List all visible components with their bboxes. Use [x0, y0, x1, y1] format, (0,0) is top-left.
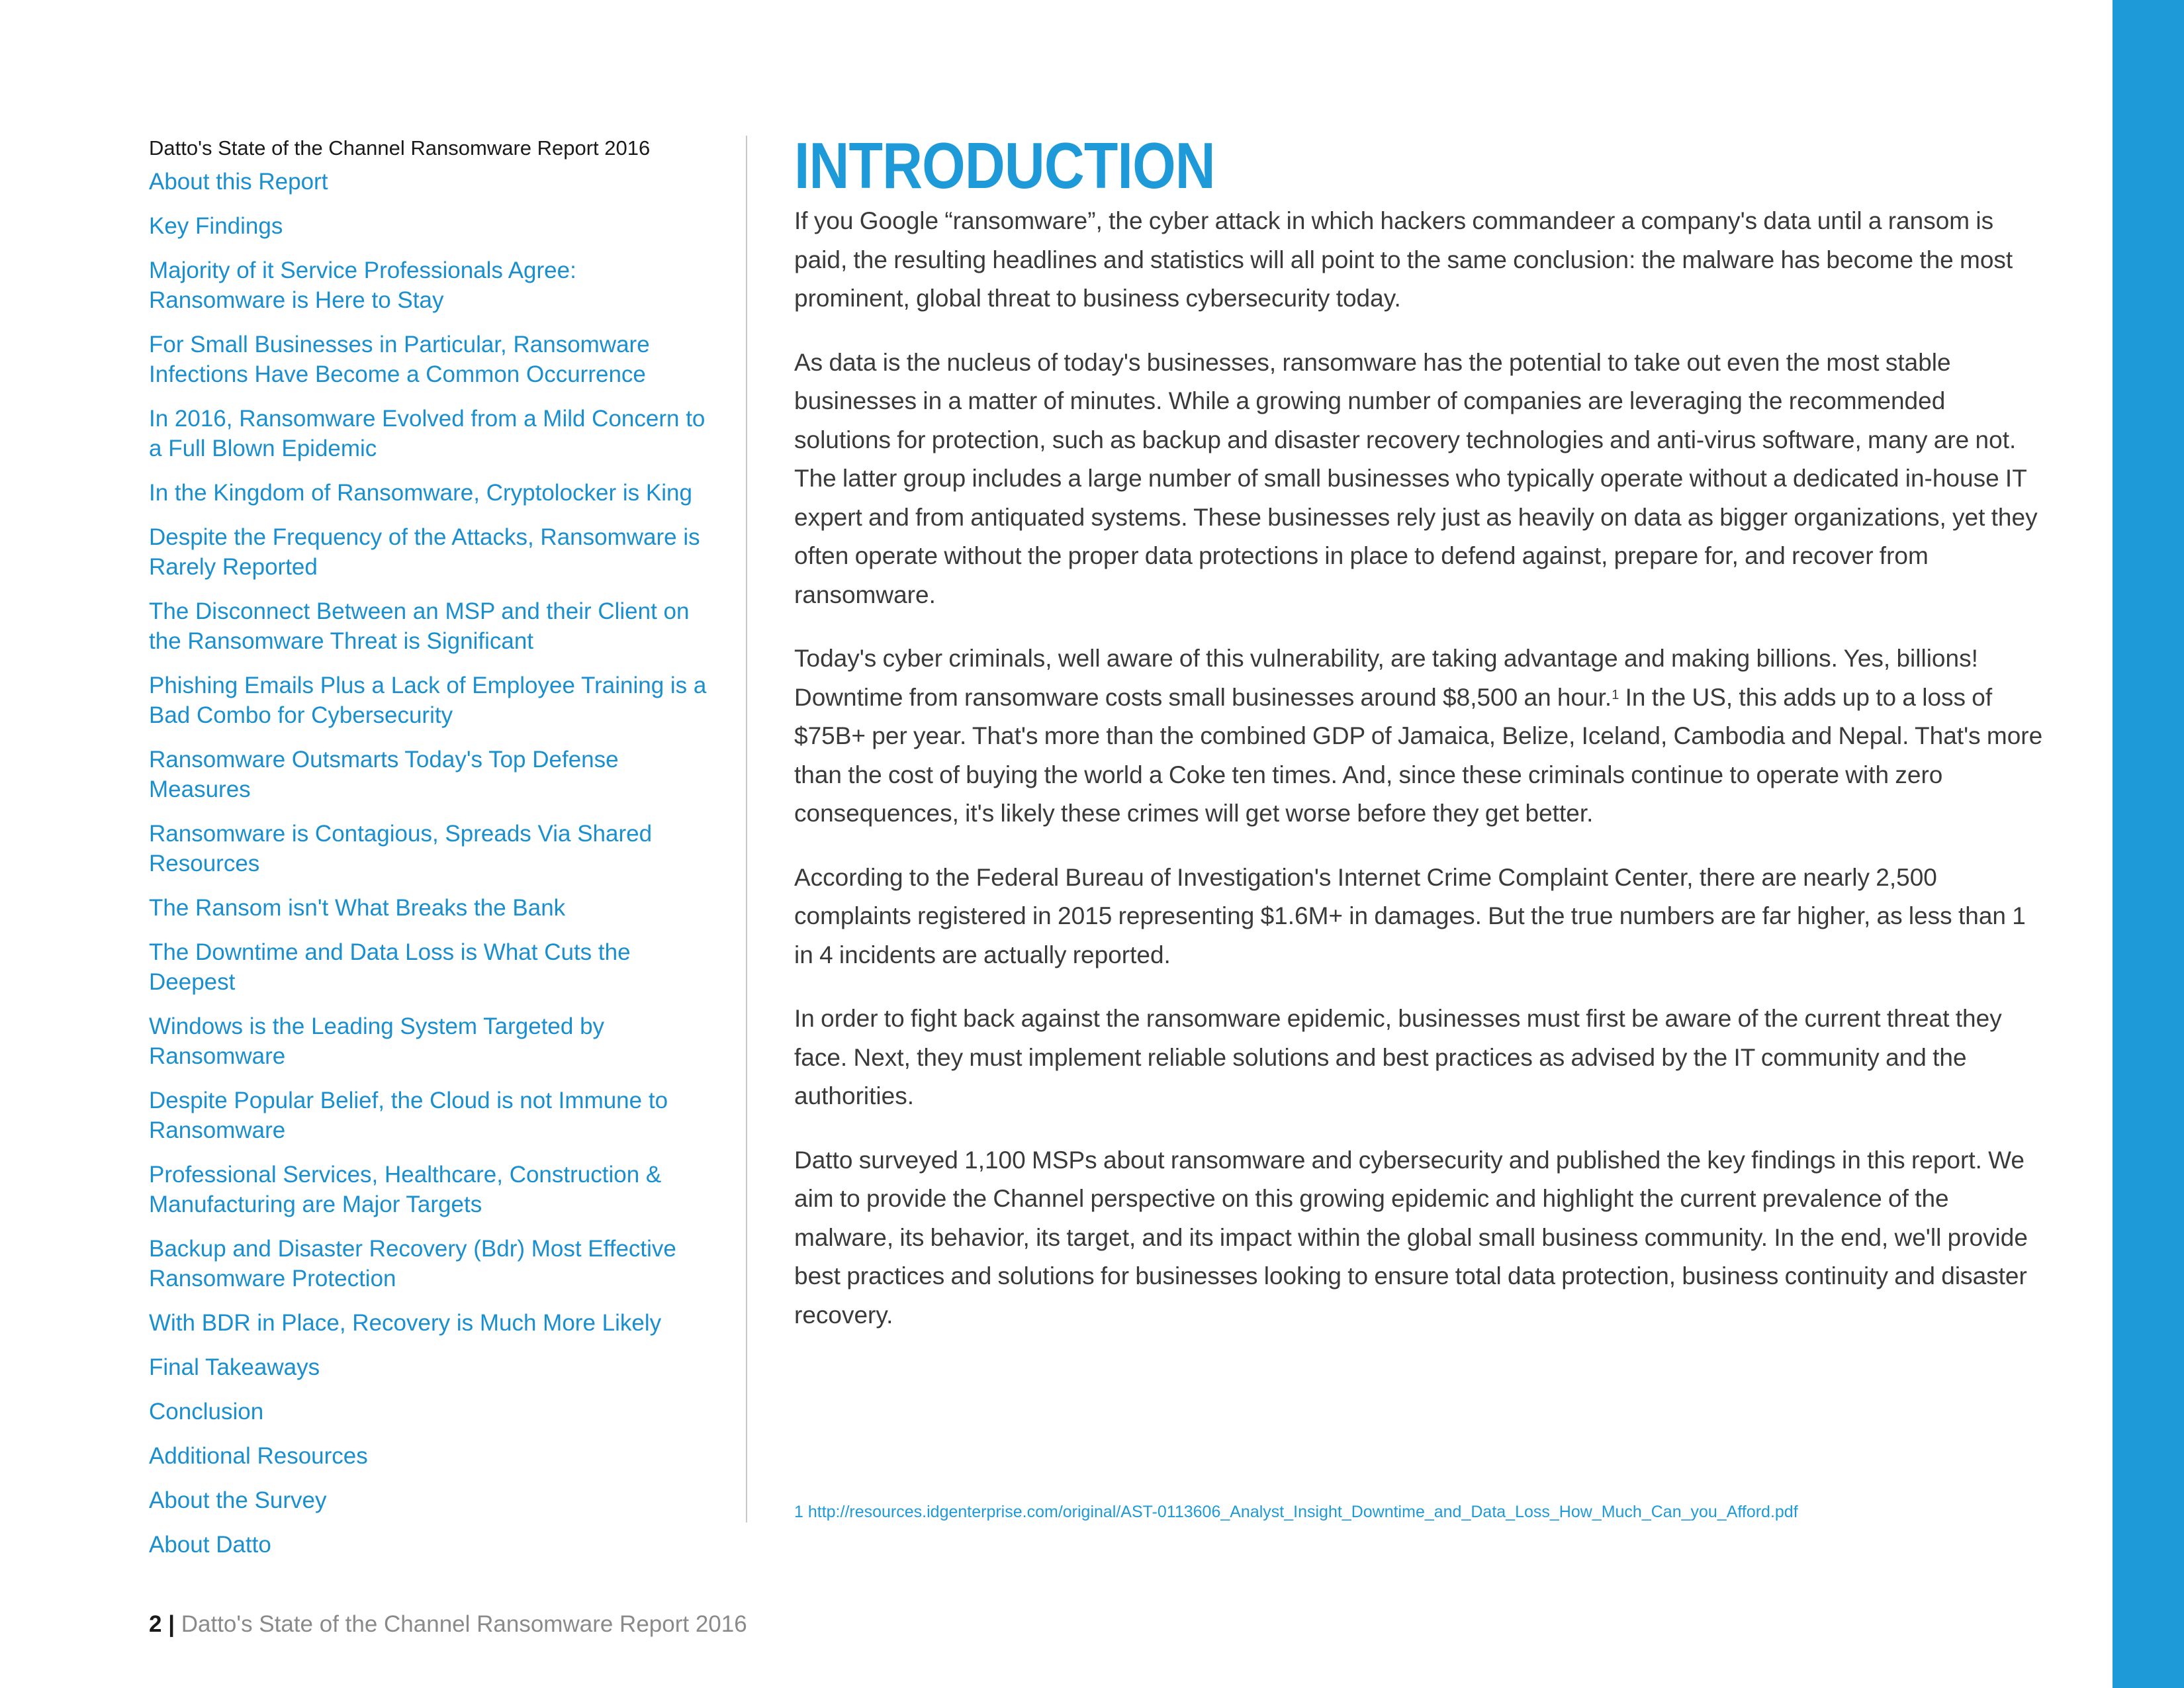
toc-item-bdr-recovery[interactable]: With BDR in Place, Recovery is Much More Likely: [149, 1310, 662, 1336]
toc-item-conclusion[interactable]: Conclusion: [149, 1399, 264, 1425]
page-footer: [149, 1611, 747, 1638]
footnote-link[interactable]: http://resources.idgenterprise.com/original/AST-0113606_Analyst_Insight_Downtime_and_Data_Loss_How_Much_Can_you_Afford.pdf: [807, 1503, 1798, 1521]
table-of-contents: [149, 132, 718, 1574]
footer-title: Datto's State of the Channel Ransomware Report 2016: [181, 1611, 747, 1637]
toc-item-rarely-reported[interactable]: Despite the Frequency of the Attacks, Ransomware is Rarely Reported: [149, 524, 700, 580]
intro-paragraph-3: [794, 639, 2045, 833]
para3-text-after: In the US, this adds up to a loss of $75B+ per year. That's more than the combined GDP of Jamaica, Belize, Iceland, Cambodia and Nepal. That's more than the cost of buying the world a Coke ten times. And, since these criminals continue to operate with zero consequences, it's likely these crimes will get worse before they get better.: [794, 683, 2043, 827]
page-number: 2: [149, 1611, 162, 1637]
toc-item-additional-resources[interactable]: Additional Resources: [149, 1443, 368, 1469]
toc-item-key-findings[interactable]: Key Findings: [149, 213, 283, 239]
toc-item-major-targets[interactable]: Professional Services, Healthcare, Construction & Manufacturing are Major Targets: [149, 1162, 662, 1217]
intro-paragraph-4: According to the Federal Bureau of Investigation's Internet Crime Complaint Center, there are nearly 2,500 complaints registered in 2015 representing $1.6M+ in damages. But the true numbers are far higher, as less than 1 in 4 incidents are actually reported.: [794, 863, 2026, 968]
toc-item-about-datto[interactable]: About Datto: [149, 1532, 271, 1558]
footnote: [794, 1501, 2052, 1523]
toc-item-msp-disconnect[interactable]: The Disconnect Between an MSP and their Client on the Ransomware Threat is Significant: [149, 598, 690, 654]
main-content: [794, 129, 2045, 1360]
toc-item-epidemic-2016[interactable]: In 2016, Ransomware Evolved from a Mild Concern to a Full Blown Epidemic: [149, 406, 705, 461]
toc-item-windows[interactable]: Windows is the Leading System Targeted by Ransomware: [149, 1013, 605, 1069]
toc-item-contagious[interactable]: Ransomware is Contagious, Spreads Via Shared Resources: [149, 821, 653, 876]
toc-item-final-takeaways[interactable]: Final Takeaways: [149, 1354, 320, 1380]
toc-header: Datto's State of the Channel Ransomware Report 2016: [149, 136, 651, 160]
toc-list: [149, 167, 718, 1560]
intro-paragraph-5: In order to fight back against the ransomware epidemic, businesses must first be aware of the current threat they face. Next, they must implement reliable solutions and best practices as advised by the IT community and the authorities.: [794, 1005, 2002, 1109]
para3-text-before: Today's cyber criminals, well aware of this vulnerability, are taking advantage and making billions. Yes, billions! Downtime from ransomware costs small businesses around $8,500 an hour.: [794, 645, 1978, 711]
right-accent-bar: [2113, 0, 2184, 1688]
toc-item-about-this-report[interactable]: About this Report: [149, 169, 328, 195]
toc-item-outsmarts-defense[interactable]: Ransomware Outsmarts Today's Top Defense Measures: [149, 747, 619, 802]
intro-paragraph-1: If you Google “ransomware”, the cyber attack in which hackers commandeer a company's data until a ransom is paid, the resulting headlines and statistics will all point to the same conclusion: the malware has become the most prominent, global threat to business cybersecurity today.: [794, 207, 2013, 312]
toc-item-bdr-protection[interactable]: Backup and Disaster Recovery (Bdr) Most Effective Ransomware Protection: [149, 1236, 676, 1291]
intro-paragraph-2: As data is the nucleus of today's businesses, ransomware has the potential to take out even the most stable businesses in a matter of minutes. While a growing number of companies are leveraging the recommended solutions for protection, such as backup and disaster recovery technologies and anti-virus software, many are not. The latter group includes a large number of small businesses who typically operate without a dedicated in-house IT expert and from antiquated systems. These businesses rely just as heavily on data as bigger organizations, yet they often operate without the proper data protections in place to defend against, prepare for, and recover from ransomware.: [794, 348, 2038, 608]
footnote-ref: 1: [1612, 687, 1619, 702]
toc-item-cryptolocker[interactable]: In the Kingdom of Ransomware, Cryptolocker is King: [149, 480, 692, 506]
footnote-number: 1: [794, 1503, 803, 1521]
toc-item-about-survey[interactable]: About the Survey: [149, 1487, 327, 1513]
toc-item-here-to-stay[interactable]: Majority of it Service Professionals Agree: Ransomware is Here to Stay: [149, 258, 576, 313]
toc-item-phishing[interactable]: Phishing Emails Plus a Lack of Employee Training is a Bad Combo for Cybersecurity: [149, 673, 707, 728]
page-title: INTRODUCTION: [794, 129, 1215, 202]
intro-paragraph-6: Datto surveyed 1,100 MSPs about ransomware and cybersecurity and published the key findings in this report. We aim to provide the Channel perspective on this growing epidemic and highlight the current prevalence of the malware, its behavior, its target, and its impact within the global small business community. In the end, we'll provide best practices and solutions for businesses looking to ensure total data protection, business continuity and disaster recovery.: [794, 1146, 2028, 1329]
footer-separator: |: [168, 1611, 175, 1637]
toc-item-downtime-data-loss[interactable]: The Downtime and Data Loss is What Cuts the Deepest: [149, 939, 631, 995]
toc-item-cloud[interactable]: Despite Popular Belief, the Cloud is not Immune to Ransomware: [149, 1088, 668, 1143]
toc-item-small-businesses[interactable]: For Small Businesses in Particular, Ransomware Infections Have Become a Common Occurrence: [149, 332, 650, 387]
toc-item-ransom-bank[interactable]: The Ransom isn't What Breaks the Bank: [149, 895, 566, 921]
column-divider: [746, 136, 747, 1523]
